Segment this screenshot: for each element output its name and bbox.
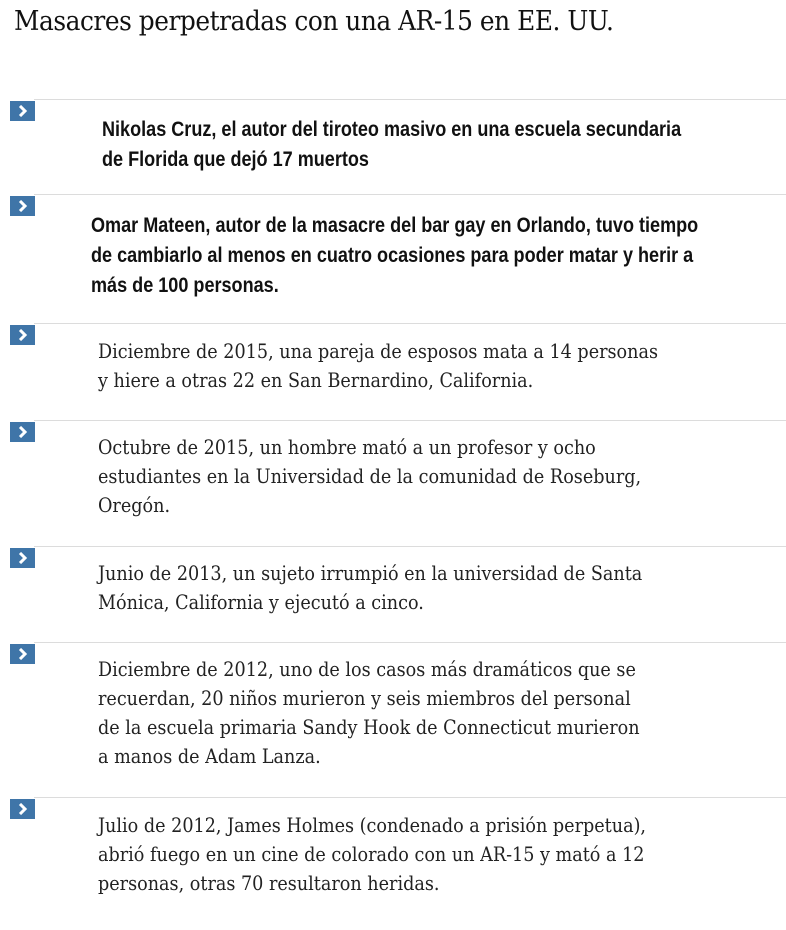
- divider: [34, 420, 786, 421]
- item-text: [98, 559, 642, 617]
- chevron-right-icon[interactable]: [10, 644, 35, 664]
- item-text: [98, 655, 640, 771]
- item-text: [102, 115, 681, 175]
- chevron-right-icon[interactable]: [10, 548, 35, 568]
- item-line: Nikolas Cruz, el autor del tiroteo masivo en una escuela secundaria: [102, 118, 682, 141]
- item-line: Octubre de 2015, un hombre mató a un profesor y ocho: [98, 435, 596, 459]
- item-line: Oregón.: [98, 493, 171, 517]
- item-line: de cambiarlo al menos en cuatro ocasiones para poder matar y herir a: [91, 244, 694, 267]
- divider: [34, 642, 786, 643]
- item-line: Diciembre de 2015, una pareja de esposos mata a 14 personas: [98, 339, 659, 363]
- item-line: recuerdan, 20 niños murieron y seis miembros del personal: [98, 686, 631, 710]
- divider: [34, 323, 786, 324]
- item-line: de Florida que dejó 17 muertos: [102, 148, 369, 171]
- divider: [34, 99, 786, 100]
- item-line: Diciembre de 2012, uno de los casos más dramáticos que se: [98, 657, 636, 681]
- item-line: Omar Mateen, autor de la masacre del bar gay en Orlando, tuvo tiempo: [91, 214, 699, 237]
- chevron-right-icon[interactable]: [10, 101, 35, 121]
- item-line: y hiere a otras 22 en San Bernardino, California.: [98, 368, 534, 392]
- chevron-right-icon[interactable]: [10, 422, 35, 442]
- item-line: más de 100 personas.: [91, 274, 279, 297]
- item-line: a manos de Adam Lanza.: [98, 744, 321, 768]
- divider: [34, 797, 786, 798]
- item-text: [98, 811, 646, 898]
- divider: [34, 194, 786, 195]
- chevron-right-icon[interactable]: [10, 325, 35, 345]
- item-line: de la escuela primaria Sandy Hook de Connecticut murieron: [98, 715, 640, 739]
- item-text: [91, 211, 698, 301]
- chevron-right-icon[interactable]: [10, 799, 35, 819]
- item-line: Junio de 2013, un sujeto irrumpió en la universidad de Santa: [98, 561, 643, 585]
- item-text: [98, 337, 658, 395]
- item-line: Mónica, California y ejecutó a cinco.: [98, 590, 424, 614]
- item-text: [98, 433, 641, 520]
- page-title: Masacres perpetradas con una AR-15 en EE. UU.: [14, 6, 614, 37]
- divider: [34, 546, 786, 547]
- item-line: personas, otras 70 resultaron heridas.: [98, 871, 440, 895]
- item-line: abrió fuego en un cine de colorado con un AR-15 y mató a 12: [98, 842, 645, 866]
- item-line: estudiantes en la Universidad de la comunidad de Roseburg,: [98, 464, 642, 488]
- item-line: Julio de 2012, James Holmes (condenado a prisión perpetua),: [98, 813, 647, 837]
- chevron-right-icon[interactable]: [10, 196, 35, 216]
